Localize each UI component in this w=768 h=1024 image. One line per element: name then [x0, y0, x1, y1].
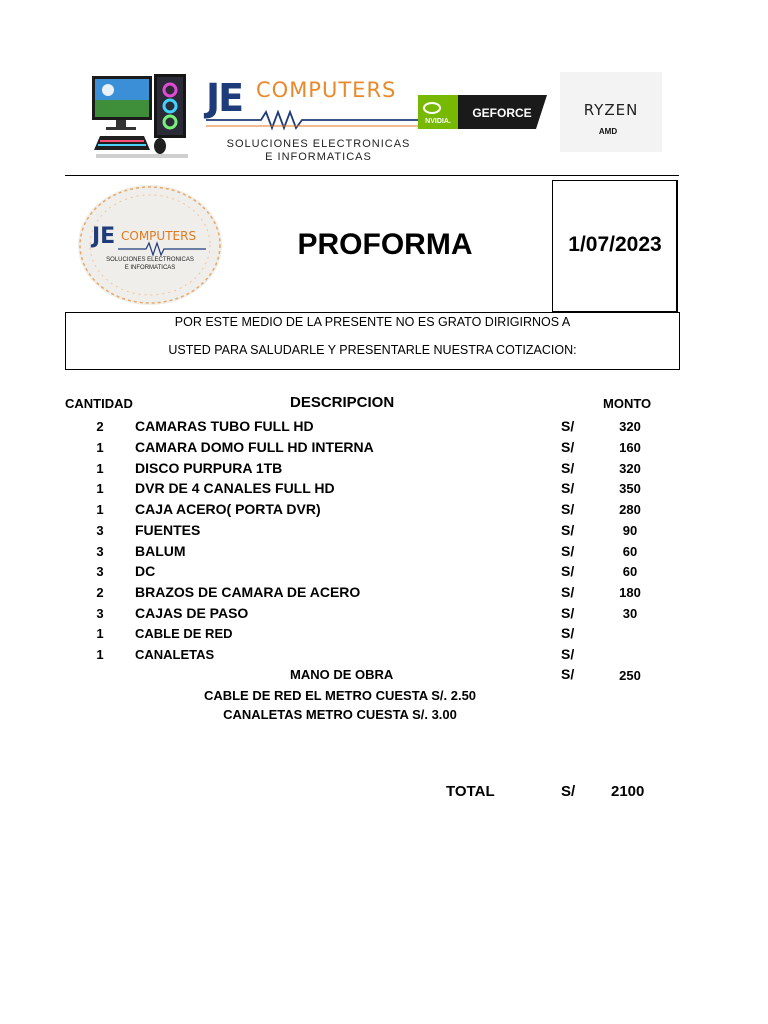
row-description: BRAZOS DE CAMARA DE ACERO [135, 584, 361, 600]
column-header-amount: MONTO [603, 396, 652, 411]
row-description: CABLE DE RED [135, 626, 233, 641]
column-header-description: DESCRIPCION [290, 394, 395, 411]
row-currency: S/ [561, 646, 575, 662]
row-amount: 60 [622, 564, 638, 579]
je-tagline-line1: SOLUCIONES ELECTRONICAS [226, 138, 411, 150]
row-amount: 60 [622, 544, 638, 559]
row-currency: S/ [561, 439, 575, 455]
row-description: DISCO PURPURA 1TB [135, 460, 283, 476]
seal-tagline-line1: SOLUCIONES ELECTRONICAS [106, 257, 194, 263]
total-currency: S/ [561, 783, 576, 800]
amd-label: AMD [598, 127, 618, 136]
row-qty: 1 [96, 647, 104, 662]
gaming-pc-illustration [86, 70, 198, 162]
geforce-label: GEFORCE [472, 106, 532, 120]
row-description: CAJA ACERO( PORTA DVR) [135, 501, 321, 517]
row-amount: 320 [619, 461, 641, 476]
note-canaletas-price: CANALETAS METRO CUESTA S/. 3.00 [223, 707, 457, 722]
row-amount: 280 [619, 502, 641, 517]
intro-text-line2: USTED PARA SALUDARLE Y PRESENTARLE NUESTRA COTIZACION: [168, 343, 577, 357]
seal-brand-name: COMPUTERS [121, 229, 197, 243]
circuit-wave-icon [206, 110, 421, 134]
row-currency: S/ [561, 418, 575, 434]
row-description: CAMARA DOMO FULL HD INTERNA [135, 439, 374, 455]
row-currency: S/ [561, 563, 575, 579]
row-description: FUENTES [135, 522, 201, 538]
nvidia-geforce-logo [418, 95, 547, 129]
row-currency: S/ [561, 480, 575, 496]
row-description: CAMARAS TUBO FULL HD [135, 418, 314, 434]
row-qty: 1 [96, 440, 104, 455]
row-amount: 30 [622, 606, 638, 621]
document-title: PROFORMA [297, 228, 473, 261]
row-qty: 1 [96, 626, 104, 641]
labor-label: MANO DE OBRA [290, 667, 394, 682]
total-amount: 2100 [611, 783, 645, 800]
row-qty: 3 [96, 606, 104, 621]
je-brand-name: COMPUTERS [256, 78, 397, 102]
document-date: 1/07/2023 [568, 233, 662, 256]
je-computers-logo [206, 74, 421, 164]
row-currency: S/ [561, 460, 575, 476]
total-label: TOTAL [446, 783, 495, 800]
je-computers-seal-logo [76, 183, 224, 307]
row-qty: 2 [96, 585, 104, 600]
row-amount: 320 [619, 419, 641, 434]
row-description: CAJAS DE PASO [135, 605, 249, 621]
seal-brand-mark: JE [92, 224, 116, 249]
row-amount: 90 [622, 523, 638, 538]
row-currency: S/ [561, 522, 575, 538]
row-description: DC [135, 563, 156, 579]
row-amount: 160 [619, 440, 641, 455]
row-currency: S/ [561, 501, 575, 517]
row-qty: 1 [96, 502, 104, 517]
row-currency: S/ [561, 543, 575, 559]
row-currency: S/ [561, 584, 575, 600]
nvidia-label: NVIDIA. [425, 118, 451, 125]
row-qty: 3 [96, 523, 104, 538]
seal-tagline-line2: E INFORMATICAS [124, 265, 176, 271]
header-divider [65, 175, 679, 176]
row-qty: 1 [96, 481, 104, 496]
row-qty: 3 [96, 544, 104, 559]
row-description: BALUM [135, 543, 186, 559]
ryzen-label: RYZEN [583, 101, 639, 119]
row-description: DVR DE 4 CANALES FULL HD [135, 480, 335, 496]
row-qty: 2 [96, 419, 104, 434]
note-cable-price: CABLE DE RED EL METRO CUESTA S/. 2.50 [203, 688, 477, 703]
row-currency: S/ [561, 605, 575, 621]
row-qty: 3 [96, 564, 104, 579]
je-brand-mark: JE [206, 76, 243, 120]
row-amount: 180 [619, 585, 641, 600]
row-amount: 350 [619, 481, 641, 496]
row-qty: 1 [96, 461, 104, 476]
amd-ryzen-logo [560, 72, 662, 152]
intro-text-line1: POR ESTE MEDIO DE LA PRESENTE NO ES GRATO DIRIGIRNOS A [174, 315, 571, 329]
row-currency: S/ [561, 625, 575, 641]
labor-currency: S/ [561, 666, 575, 682]
column-header-qty: CANTIDAD [65, 396, 133, 411]
row-description: CANALETAS [135, 647, 215, 662]
je-tagline-line2: E INFORMATICAS [265, 151, 372, 163]
labor-amount: 250 [619, 668, 641, 683]
